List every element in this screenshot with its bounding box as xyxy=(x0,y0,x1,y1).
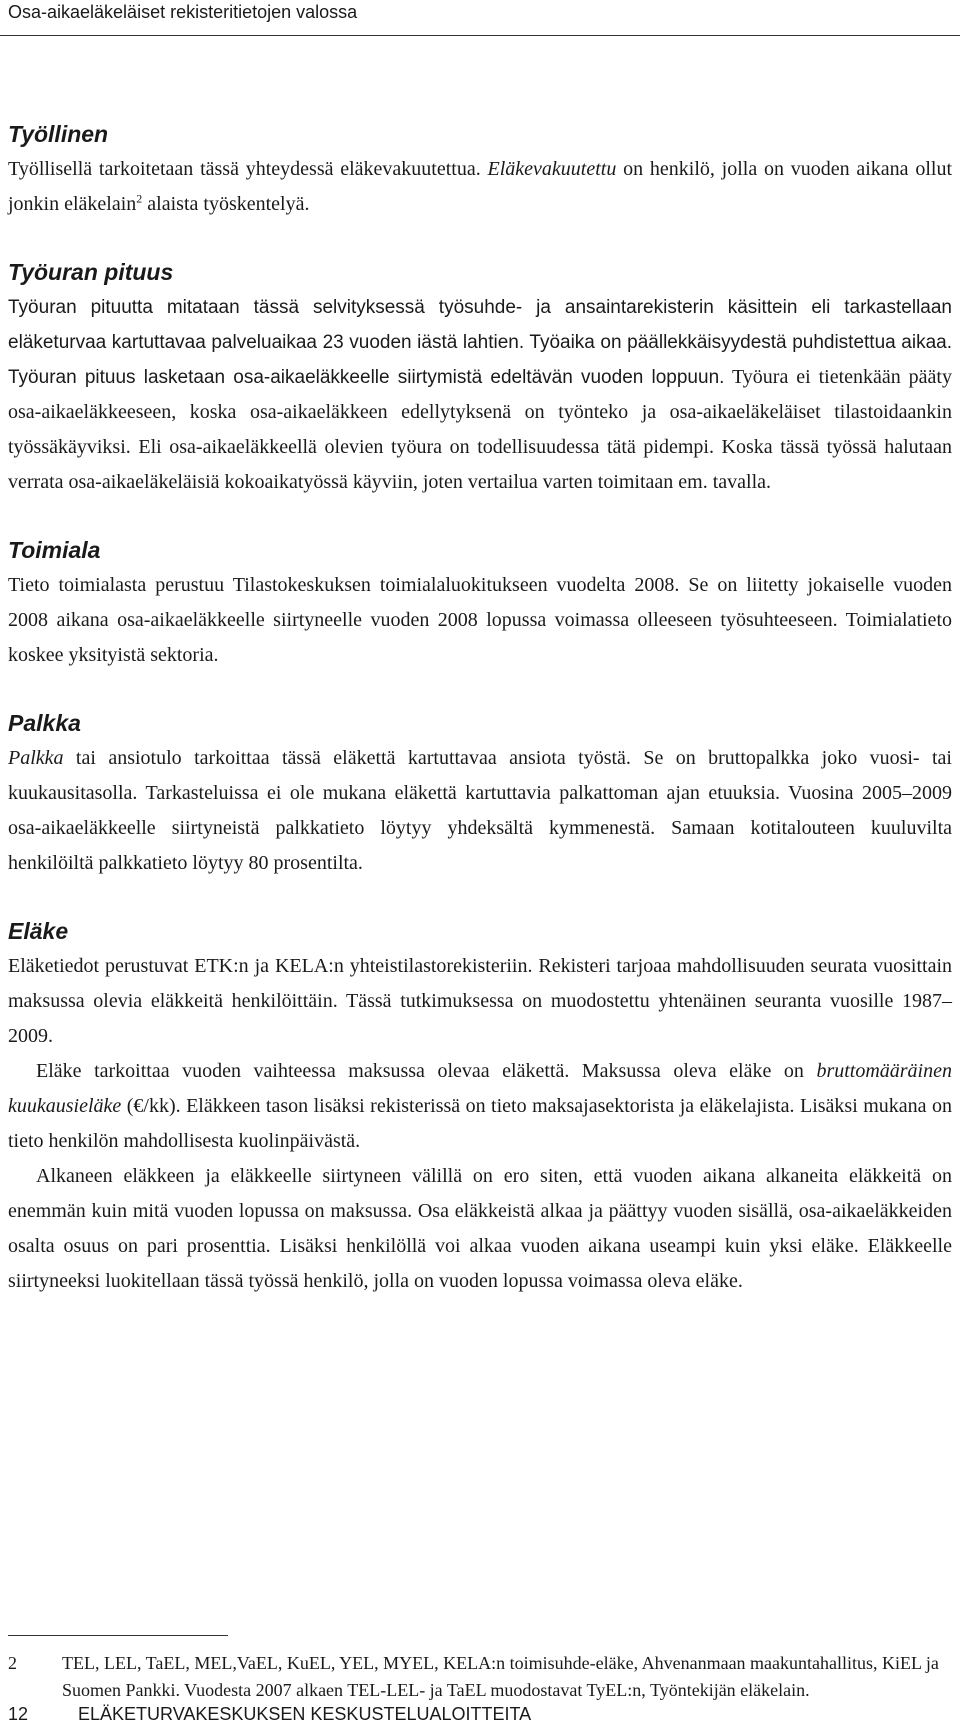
italic-term: Eläkevakuutettu xyxy=(487,158,617,180)
section-gap xyxy=(8,881,952,915)
section-title: Palkka xyxy=(8,710,81,736)
paragraph xyxy=(8,152,952,222)
page-number: 12 xyxy=(8,1704,29,1724)
paragraph: Tieto toimialasta perustuu Tilastokeskuksen toimialaluokitukseen vuodelta 2008. Se on liitetty jokaiselle vuoden 2008 aikana osa-aikaeläkkeelle siirtyneelle vuoden 2008 lopussa voimassa olleeseen työsuhteeseen. Toimialatieto koskee yksityistä sektoria. xyxy=(8,574,952,666)
text-run: (€/kk). Eläkkeen tason lisäksi rekisterissä on tieto maksajasektorista ja eläkelajista. Lisäksi mukana on tieto henkilön mahdollisesta kuolinpäivästä. xyxy=(8,1095,952,1152)
header-rule xyxy=(0,35,960,36)
paragraph: Alkaneen eläkkeen ja eläkkeelle siirtyneen välillä on ero siten, että vuoden aikana alkaneita eläkkeitä on enemmän kuin mitä vuoden lopussa on maksussa. Osa eläkkeistä alkaa ja päättyy vuoden sisällä, osa-aikaeläkkeiden osalta osuus on pari prosenttia. Lisäksi henkilöllä voi alkaa vuoden aikana useampi kuin yksi eläke. Eläkkeelle siirtyneeksi luokitellaan tässä työssä henkilö, jolla on vuoden lopussa voimassa oleva eläke. xyxy=(8,1165,952,1292)
section-title: Toimiala xyxy=(8,537,101,563)
running-header: Osa-aikaeläkeläiset rekisteritietojen valossa xyxy=(8,2,358,22)
text-run: tai ansiotulo tarkoittaa tässä eläkettä kartuttavaa ansiota työstä. Se on bruttopalkka joko vuosi- tai kuukausitasolla. Tarkasteluissa ei ole mukana eläkettä kartuttavia palkattoman ajan etuuksia. Vuosina 2005–2009 osa-aikaeläkkeelle siirtyneistä palkkatieto löytyy yhdeksältä kymmenestä. Samaan kotitalouteen kuuluvilta henkilöiltä palkkatieto löytyy 80 prosentilta. xyxy=(8,747,952,874)
publication-title: ELÄKETURVAKESKUKSEN KESKUSTELUALOITTEITA xyxy=(78,1704,532,1724)
text-run: Työura ei tietenkään pääty osa-aikaeläkkeeseen, koska osa-aikaeläkkeen edellytyksenä on työnteko ja osa-aikaeläkeläiset tilastoidaankin työssäkäyviksi. Eli osa-aikaeläkkeellä olevien työura on todellisuudessa tätä pidempi. Koska tässä työssä halutaan verrata osa-aikaeläkeläisiä kokoaikatyössä käyviin, joten vertailua varten toimitaan em. tavalla. xyxy=(8,366,952,493)
section-gap xyxy=(8,673,952,707)
section-toimiala xyxy=(8,534,952,673)
section-title: Työuran pituus xyxy=(8,259,174,285)
section-palkka xyxy=(8,707,952,881)
footnote-text: TEL, LEL, TaEL, MEL,VaEL, KuEL, YEL, MYEL, KELA:n toimisuhde-eläke, Ahvenanmaan maakuntahallitus, KiEL ja Suomen Pankki. Vuodesta 2007 alkaen TEL-LEL- ja TaEL muodostavat TyEL:n, Työntekijän eläkelain. xyxy=(62,1653,939,1700)
section-title: Työllinen xyxy=(8,121,109,147)
footnote-rule xyxy=(8,1635,228,1636)
page-footer xyxy=(8,1702,531,1726)
text-run: Työuran pituutta mitataan tässä selvityksessä työsuhde- ja ansaintarekisterin käsittein eli tarkastellaan eläketurvaa kartuttavaa palveluaikaa 23 vuoden iästä lahtien. Työaika on päällekkäisyydestä puhdistettua aikaa. Työuran pituus lasketaan osa-aikaeläkkeelle siirtymistä edeltävän vuoden loppuun. xyxy=(8,297,952,388)
italic-term: bruttomääräinen kuukausieläke xyxy=(8,1060,952,1117)
text-run: on henkilö, jolla on vuoden aikana ollut jonkin eläkelain xyxy=(8,158,953,215)
section-tyollinen xyxy=(8,118,952,222)
section-tyouran-pituus xyxy=(8,256,952,500)
section-gap xyxy=(8,222,952,256)
main-content xyxy=(8,118,952,1299)
footnote-ref: 2 xyxy=(136,191,143,206)
section-elake xyxy=(8,915,952,1299)
section-title: Eläke xyxy=(8,918,69,944)
paragraph xyxy=(8,1054,952,1159)
text-run: alaista työskentelyä. xyxy=(142,193,310,215)
paragraph xyxy=(8,290,952,500)
paragraph: Eläketiedot perustuvat ETK:n ja KELA:n yhteistilastorekisteriin. Rekisteri tarjoaa mahdollisuuden seurata vuosittain maksussa olevia eläkkeitä henkilöittäin. Tässä tutkimuksessa on muodostettu yhtenäinen seuranta vuosille 1987–2009. xyxy=(8,955,952,1047)
text-run: Työllisellä tarkoitetaan tässä yhteydessä eläkevakuutettua. xyxy=(8,158,488,180)
footnote xyxy=(8,1650,952,1704)
footnote-number: 2 xyxy=(8,1653,17,1673)
section-gap xyxy=(8,500,952,534)
italic-term: Palkka xyxy=(8,747,64,769)
text-run: Eläke tarkoittaa vuoden vaihteessa maksussa olevaa eläkettä. Maksussa oleva eläke on xyxy=(36,1060,817,1082)
paragraph xyxy=(8,741,952,881)
